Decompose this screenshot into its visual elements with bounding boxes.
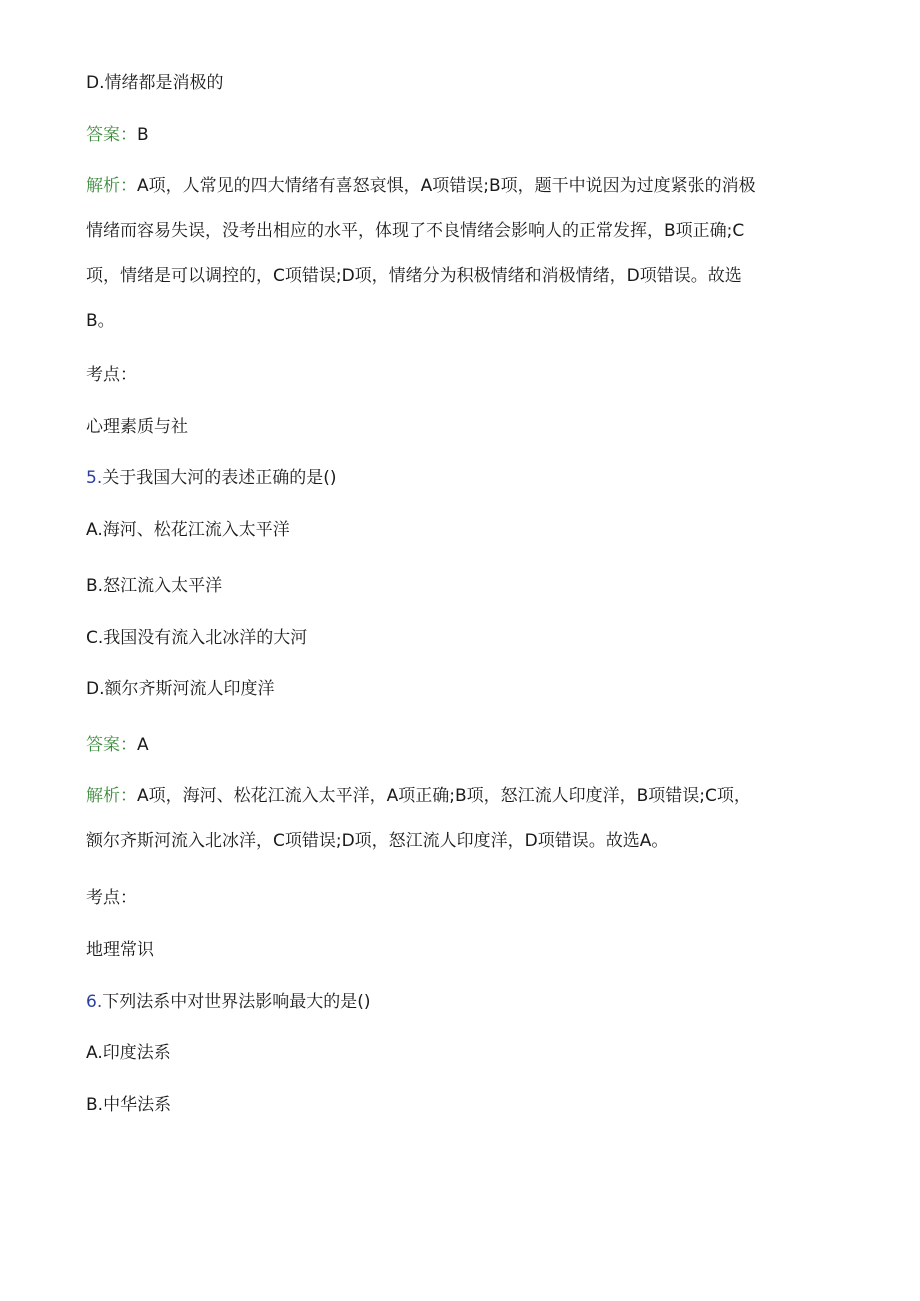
q5-kaodian-label: 考点： [86,888,137,908]
q5-answer-value: A [137,735,149,755]
q5-option-a: A.海河、松花江流入太平洋 [86,520,290,540]
q4-analysis-line-3: 项，情绪是可以调控的，C项错误;D项，情绪分为积极情绪和消极情绪，D项错误。故选 [86,266,742,286]
q5-option-c: C.我国没有流入北冰洋的大河 [86,628,308,648]
q4-answer-value: B [137,125,149,145]
q6-stem-text: 下列法系中对世界法影响最大的是() [102,992,371,1012]
q4-analysis [86,164,831,344]
q5-number: 5. [86,468,103,488]
q5-stem-text: 关于我国大河的表述正确的是() [102,468,337,488]
q5-analysis-label: 解析： [86,786,137,806]
q4-answer-label: 答案： [86,125,137,145]
q5-analysis-line-2: 额尔齐斯河流入北冰洋，C项错误;D项，怒江流人印度洋，D项错误。故选A。 [86,831,669,851]
q4-kaodian-value: 心理素质与社 [86,417,188,437]
q6-option-a: A.印度法系 [86,1043,171,1063]
q5-stem [86,466,337,490]
q4-option-d: D.情绪都是消极的 [86,73,224,93]
q4-kaodian-label: 考点： [86,365,137,385]
q4-analysis-label: 解析： [86,176,137,196]
q4-answer [86,123,149,147]
q4-analysis-line-2: 情绪而容易失误，没考出相应的水平，体现了不良情绪会影响人的正常发挥，B项正确;C [86,221,745,241]
q6-option-b: B.中华法系 [86,1095,172,1115]
q4-analysis-line-4: B。 [86,311,115,331]
q5-answer [86,733,149,757]
q5-answer-label: 答案： [86,735,137,755]
q6-stem [86,990,371,1014]
q5-analysis [86,774,831,864]
q5-option-b: B.怒江流入太平洋 [86,576,223,596]
q6-number: 6. [86,992,103,1012]
q5-analysis-line-1: 解析：A项，海河、松花江流入太平洋，A项正确;B项，怒江流人印度洋，B项错误;C项， [86,786,751,806]
q4-analysis-line-1: 解析：A项，人常见的四大情绪有喜怒哀惧，A项错误;B项，题干中说因为过度紧张的消极 [86,176,756,196]
q5-option-d: D.额尔齐斯河流人印度洋 [86,679,275,699]
q5-kaodian-value: 地理常识 [86,940,154,960]
